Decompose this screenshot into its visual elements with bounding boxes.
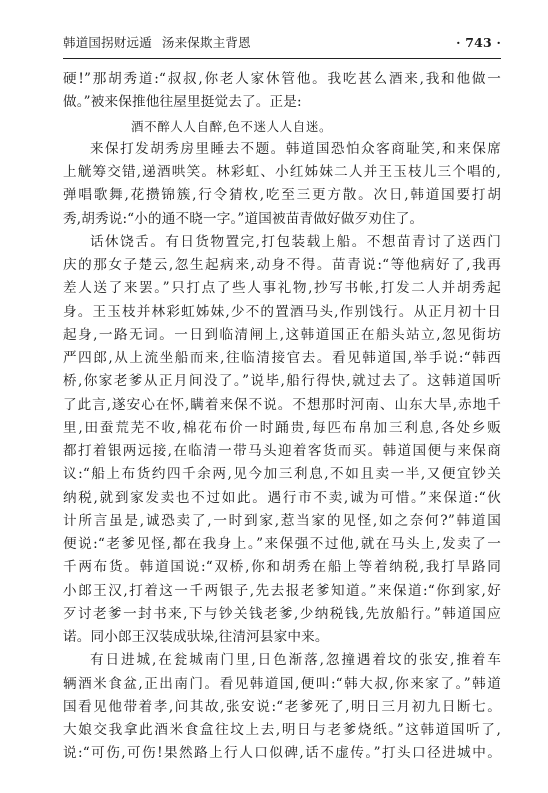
text-line: 议:“船上布货约四千余两,见今加三利息,不如且卖一半,又便宜钞关 bbox=[63, 466, 501, 483]
text-line: 庆的那女子楚云,忽生起病来,动身不得。苗青说:“等他病好了,我再 bbox=[63, 257, 501, 273]
text-line: 严四郎,从上流坐船而来,往临清接官去。看见韩道国,举手说:“韩西 bbox=[63, 350, 501, 366]
page-number: · 743 · bbox=[456, 35, 501, 50]
text-line: 国看见他带着孝,问其故,张安说:“老爹死了,明日三月初九日断七。 bbox=[63, 698, 501, 715]
poem-line: 酒不醉人人自醉,色不迷人人自迷。 bbox=[131, 118, 333, 134]
text-line: 计所言虽是,诚恐卖了,一时到家,惹当家的见怪,如之奈何?”韩道国 bbox=[63, 512, 501, 529]
header-titles bbox=[63, 34, 251, 52]
text-line: 弹唱歌舞,花攒锦簇,行令猜枚,吃至三更方散。次日,韩道国要打胡 bbox=[63, 187, 501, 204]
text-line: 歹讨老爹一封书来,下与钞关钱老爹,少纳税钱,先放船行。”韩道国应 bbox=[63, 605, 501, 622]
chapter-title: 汤来保欺主背恩 bbox=[161, 35, 251, 50]
text-line: 有日进城,在瓮城南门里,日色渐落,忽撞遇着坟的张安,推着车 bbox=[90, 652, 501, 669]
text-line: 纳税,就到家发卖也不过如此。遇行市不卖,诚为可惜。”来保道:“伙 bbox=[63, 489, 501, 506]
running-header bbox=[63, 34, 501, 52]
text-line: 小郎王汉,打着这一千两银子,先去报老爹知道。”来保道:“你到家,好 bbox=[63, 582, 501, 599]
text-line: 辆酒米食盆,正出南门。看见韩道国,便叫:“韩大叔,你来家了。”韩道 bbox=[63, 675, 501, 692]
text-line: 差人送了来罢。”只打点了些人事礼物,抄写书帐,打发二人并胡秀起 bbox=[63, 280, 501, 297]
text-line: 上觥筹交错,递酒哄笑。林彩虹、小红姊妹二人并王玉枝儿三个唱的, bbox=[63, 164, 501, 180]
text-line: 身。王玉枝并林彩虹姊妹,少不的置酒马头,作别饯行。从正月初十日 bbox=[63, 303, 501, 320]
text-line: 都打着银两远接,在临清一带马头迎着客货而买。韩道国便与来保商 bbox=[63, 443, 501, 459]
text-line: 千两布货。韩道国说:“双桥,你和胡秀在船上等着纳税,我打旱路同 bbox=[63, 559, 501, 576]
text-line: 了此言,遂安心在怀,瞒着来保不说。不想那时河南、山东大旱,赤地千 bbox=[63, 396, 501, 413]
text-line: 大娘交我拿此酒米食盒往坟上去,明日与老爹烧纸。”这韩道国听了, bbox=[63, 722, 501, 738]
text-line: 来保打发胡秀房里睡去不题。韩道国恐怕众客商耻笑,和来保席 bbox=[90, 140, 501, 157]
body-text bbox=[63, 68, 501, 766]
text-line: 起身,一路无词。一日到临清闸上,这韩道国正在船头站立,忽见街坊 bbox=[63, 326, 501, 343]
text-line: 说:“可伤,可伤!果然路上行人口似碑,话不虚传。”打头口径进城中。 bbox=[63, 745, 501, 762]
text-line: 里,田蚕荒芜不收,棉花布价一时踊贵,每匹布帛加三利息,各处乡贩 bbox=[63, 419, 501, 436]
text-line: 硬!”那胡秀道:“叔叔,你老人家休管他。我吃甚么酒来,我和他做一 bbox=[63, 71, 501, 87]
text-line: 话休饶舌。有日货物置完,打包装载上船。不想苗青讨了送西门 bbox=[90, 233, 501, 250]
book-title: 韩道国拐财远遁 bbox=[63, 35, 152, 50]
header-divider bbox=[63, 58, 501, 59]
text-line: 桥,你家老爹从正月间没了。”说毕,船行得快,就过去了。这韩道国听 bbox=[63, 373, 501, 390]
text-line: 做。”被来保推他往屋里挺觉去了。正是: bbox=[63, 94, 302, 111]
text-line: 秀,胡秀说:“小的通不晓一字。”道国被苗青做好做歹劝住了。 bbox=[63, 210, 424, 227]
text-line: 便说:“老爹见怪,都在我身上。”来保强不过他,就在马头上,发卖了一 bbox=[63, 536, 501, 552]
text-line: 诺。同小郎王汉装成驮垛,往清河县家中来。 bbox=[63, 629, 329, 645]
